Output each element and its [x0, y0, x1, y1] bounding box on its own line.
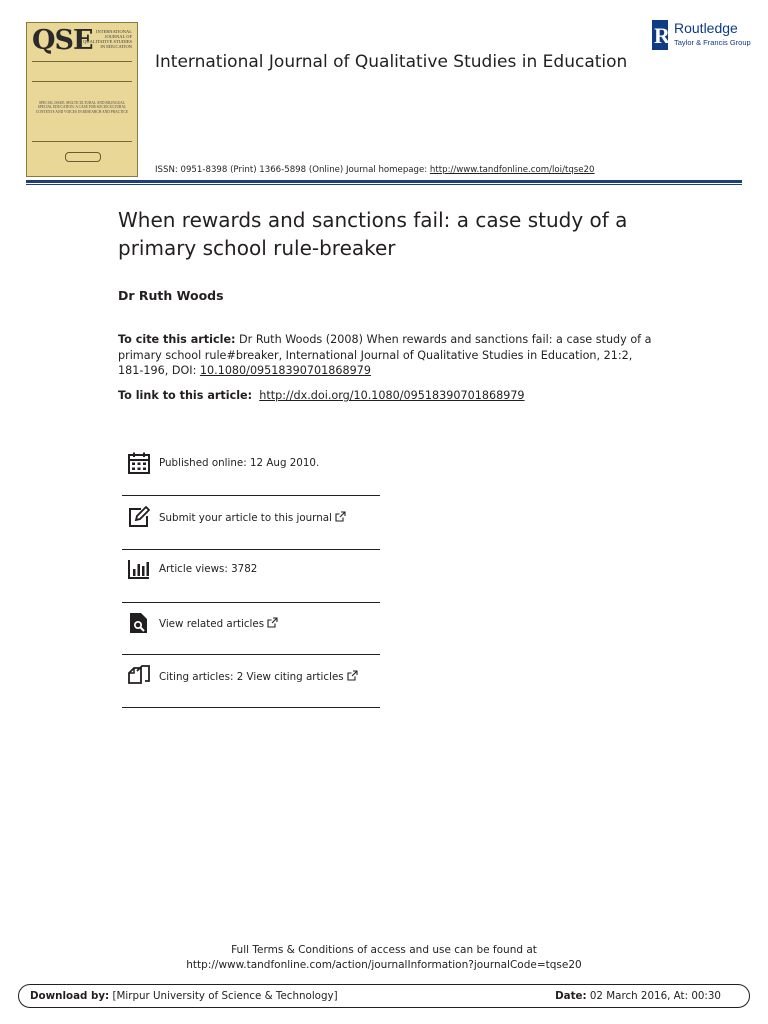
journal-homepage-link[interactable]: http://www.tandfonline.com/loi/tqse20 [429, 165, 595, 175]
publisher-subtitle: Taylor & Francis Group [674, 38, 751, 47]
published-online-item [122, 438, 380, 490]
divider [122, 707, 380, 708]
header-rule [26, 180, 742, 183]
published-online-text: Published online: 12 Aug 2010. [159, 457, 320, 469]
article-title: When rewards and sanctions fail: a case study of a primary school rule-breaker [118, 208, 628, 260]
download-date: Date: 02 March 2016, At: 00:30 [555, 990, 721, 1002]
cover-abbrev: QSE [32, 25, 93, 56]
cite-text: Dr Ruth Woods (2008) When rewards and sanctions fail: a case study of a primary school rule#breaker, International Journal of Qualitative Studies in Education, 21:2, 181-196, DOI: [118, 333, 652, 377]
cover-inner-text: SPECIAL ISSUE: MULTICULTURAL AND BILINGUAL SPECIAL EDUCATION: A CASE FOR SOCIOCULTURAL CONTEXTS AND VOICES IN RESEARCH AND PRACTICE [35, 101, 129, 114]
routledge-logo [652, 20, 752, 52]
calendar-icon [128, 452, 150, 474]
citation-block [118, 332, 658, 379]
bar-chart-icon [128, 558, 150, 580]
related-articles-link[interactable]: View related articles [159, 617, 278, 630]
header-rule-thin [26, 184, 742, 185]
article-views-item [122, 544, 380, 596]
cover-publisher-mark [65, 152, 101, 162]
publisher-name: Routledge [674, 20, 738, 36]
journal-title: International Journal of Qualitative Studies in Education [155, 52, 628, 72]
cover-rule [32, 61, 132, 62]
external-link-icon [347, 670, 358, 681]
terms-line-1: Full Terms & Conditions of access and use can be found at [231, 944, 537, 956]
citing-articles-link[interactable]: Citing articles: 2 View citing articles [159, 670, 358, 683]
link-label: To link to this article: [118, 389, 253, 402]
cite-label: To cite this article: [118, 333, 236, 346]
article-author: Dr Ruth Woods [118, 288, 224, 303]
article-views-text: Article views: 3782 [159, 563, 258, 575]
cover-series-title: INTERNATIONAL JOURNAL OF QUALITATIVE STUDIES IN EDUCATION [82, 29, 132, 49]
edit-icon [128, 506, 150, 528]
cover-rule [32, 141, 132, 142]
related-articles-item[interactable] [122, 598, 380, 650]
issn-text: ISSN: 0951-8398 (Print) 1366-5898 (Online) Journal homepage: [155, 165, 430, 175]
article-url-link[interactable]: http://dx.doi.org/10.1080/09518390701868979 [259, 389, 525, 402]
routledge-r-icon [652, 20, 668, 50]
external-link-icon [335, 511, 346, 522]
citing-articles-item[interactable] [122, 651, 380, 703]
submit-article-link[interactable]: Submit your article to this journal [159, 511, 346, 524]
external-link-icon [267, 617, 278, 628]
journal-cover-image [26, 22, 138, 177]
doi-link[interactable]: 10.1080/09518390701868979 [199, 364, 371, 377]
cover-rule [32, 81, 132, 82]
download-info-bar [18, 984, 750, 1008]
search-document-icon [128, 612, 150, 634]
terms-note [0, 943, 768, 973]
link-line [118, 389, 525, 402]
terms-url[interactable]: http://www.tandfonline.com/action/journalInformation?journalCode=tqse20 [186, 959, 582, 971]
submit-article-item[interactable] [122, 492, 380, 544]
issn-line [155, 165, 595, 175]
citing-articles-icon [128, 665, 150, 687]
download-by: Download by: [Mirpur University of Science & Technology] [30, 990, 338, 1002]
